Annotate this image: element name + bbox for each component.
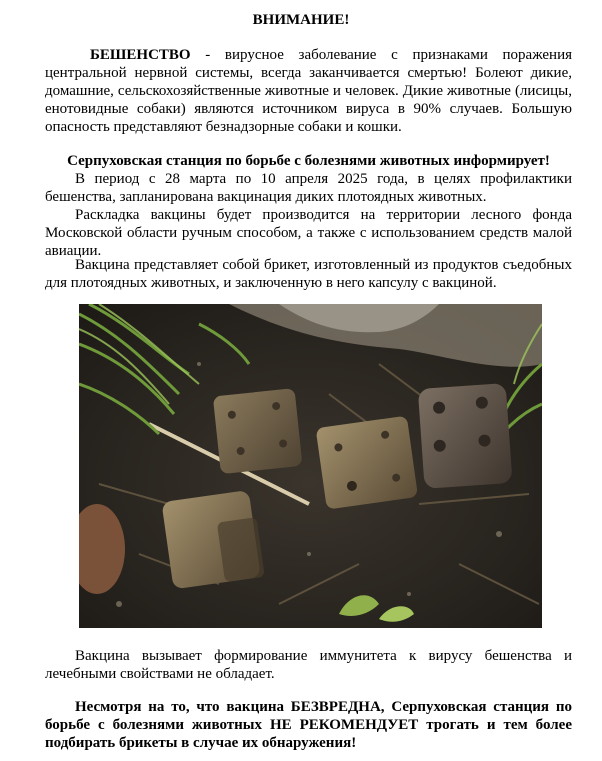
warning-text-1: Несмотря на то, что вакцина xyxy=(75,699,291,715)
warning-text-3: трогать и тем более подбирать брикеты в случае их обнаружения! xyxy=(45,717,572,751)
intro-text: - вирусное заболевание с признаками поражения центральной нервной системы, всегда заканчивается смертью! Болеют дикие, домашние, сельскохозяйственные животные и человек. Дикие животные (лисицы, енотовидные собаки) являются источником вируса в 90% случаев. Большую опасность представляют безнадзорные собаки и кошки. xyxy=(45,47,572,135)
vaccine-briquettes-photo xyxy=(79,304,542,628)
period-paragraph: В период с 28 марта по 10 апреля 2025 года, в целях профилактики бешенства, запланирована вакцинация диких плотоядных животных. xyxy=(45,171,572,205)
warning-not-recommend: НЕ РЕКОМЕНДУЕТ xyxy=(269,717,419,733)
method-paragraph: Раскладка вакцины будет производится на территории лесного фонда Московской области ручным способом, а также с использованием средств малой авиации. xyxy=(45,207,572,259)
intro-paragraph xyxy=(45,46,572,136)
page-title: ВНИМАНИЕ! xyxy=(252,12,350,28)
rabies-term: БЕШЕНСТВО xyxy=(90,47,191,63)
station-heading: Серпуховская станция по борьбе с болезнями животных информирует! xyxy=(67,153,550,169)
immunity-paragraph: Вакцина вызывает формирование иммунитета к вирусу бешенства и лечебными свойствами не обладает. xyxy=(45,648,572,682)
warning-safe: БЕЗВРЕДНА xyxy=(290,699,381,715)
form-paragraph: Вакцина представляет собой брикет, изготовленный из продуктов съедобных для плотоядных животных, и заключенную в него капсулу с вакциной. xyxy=(45,257,572,291)
warning-paragraph xyxy=(45,698,572,752)
warning-text-2: , Серпуховская станция по борьбе с болезнями животных xyxy=(45,699,572,733)
